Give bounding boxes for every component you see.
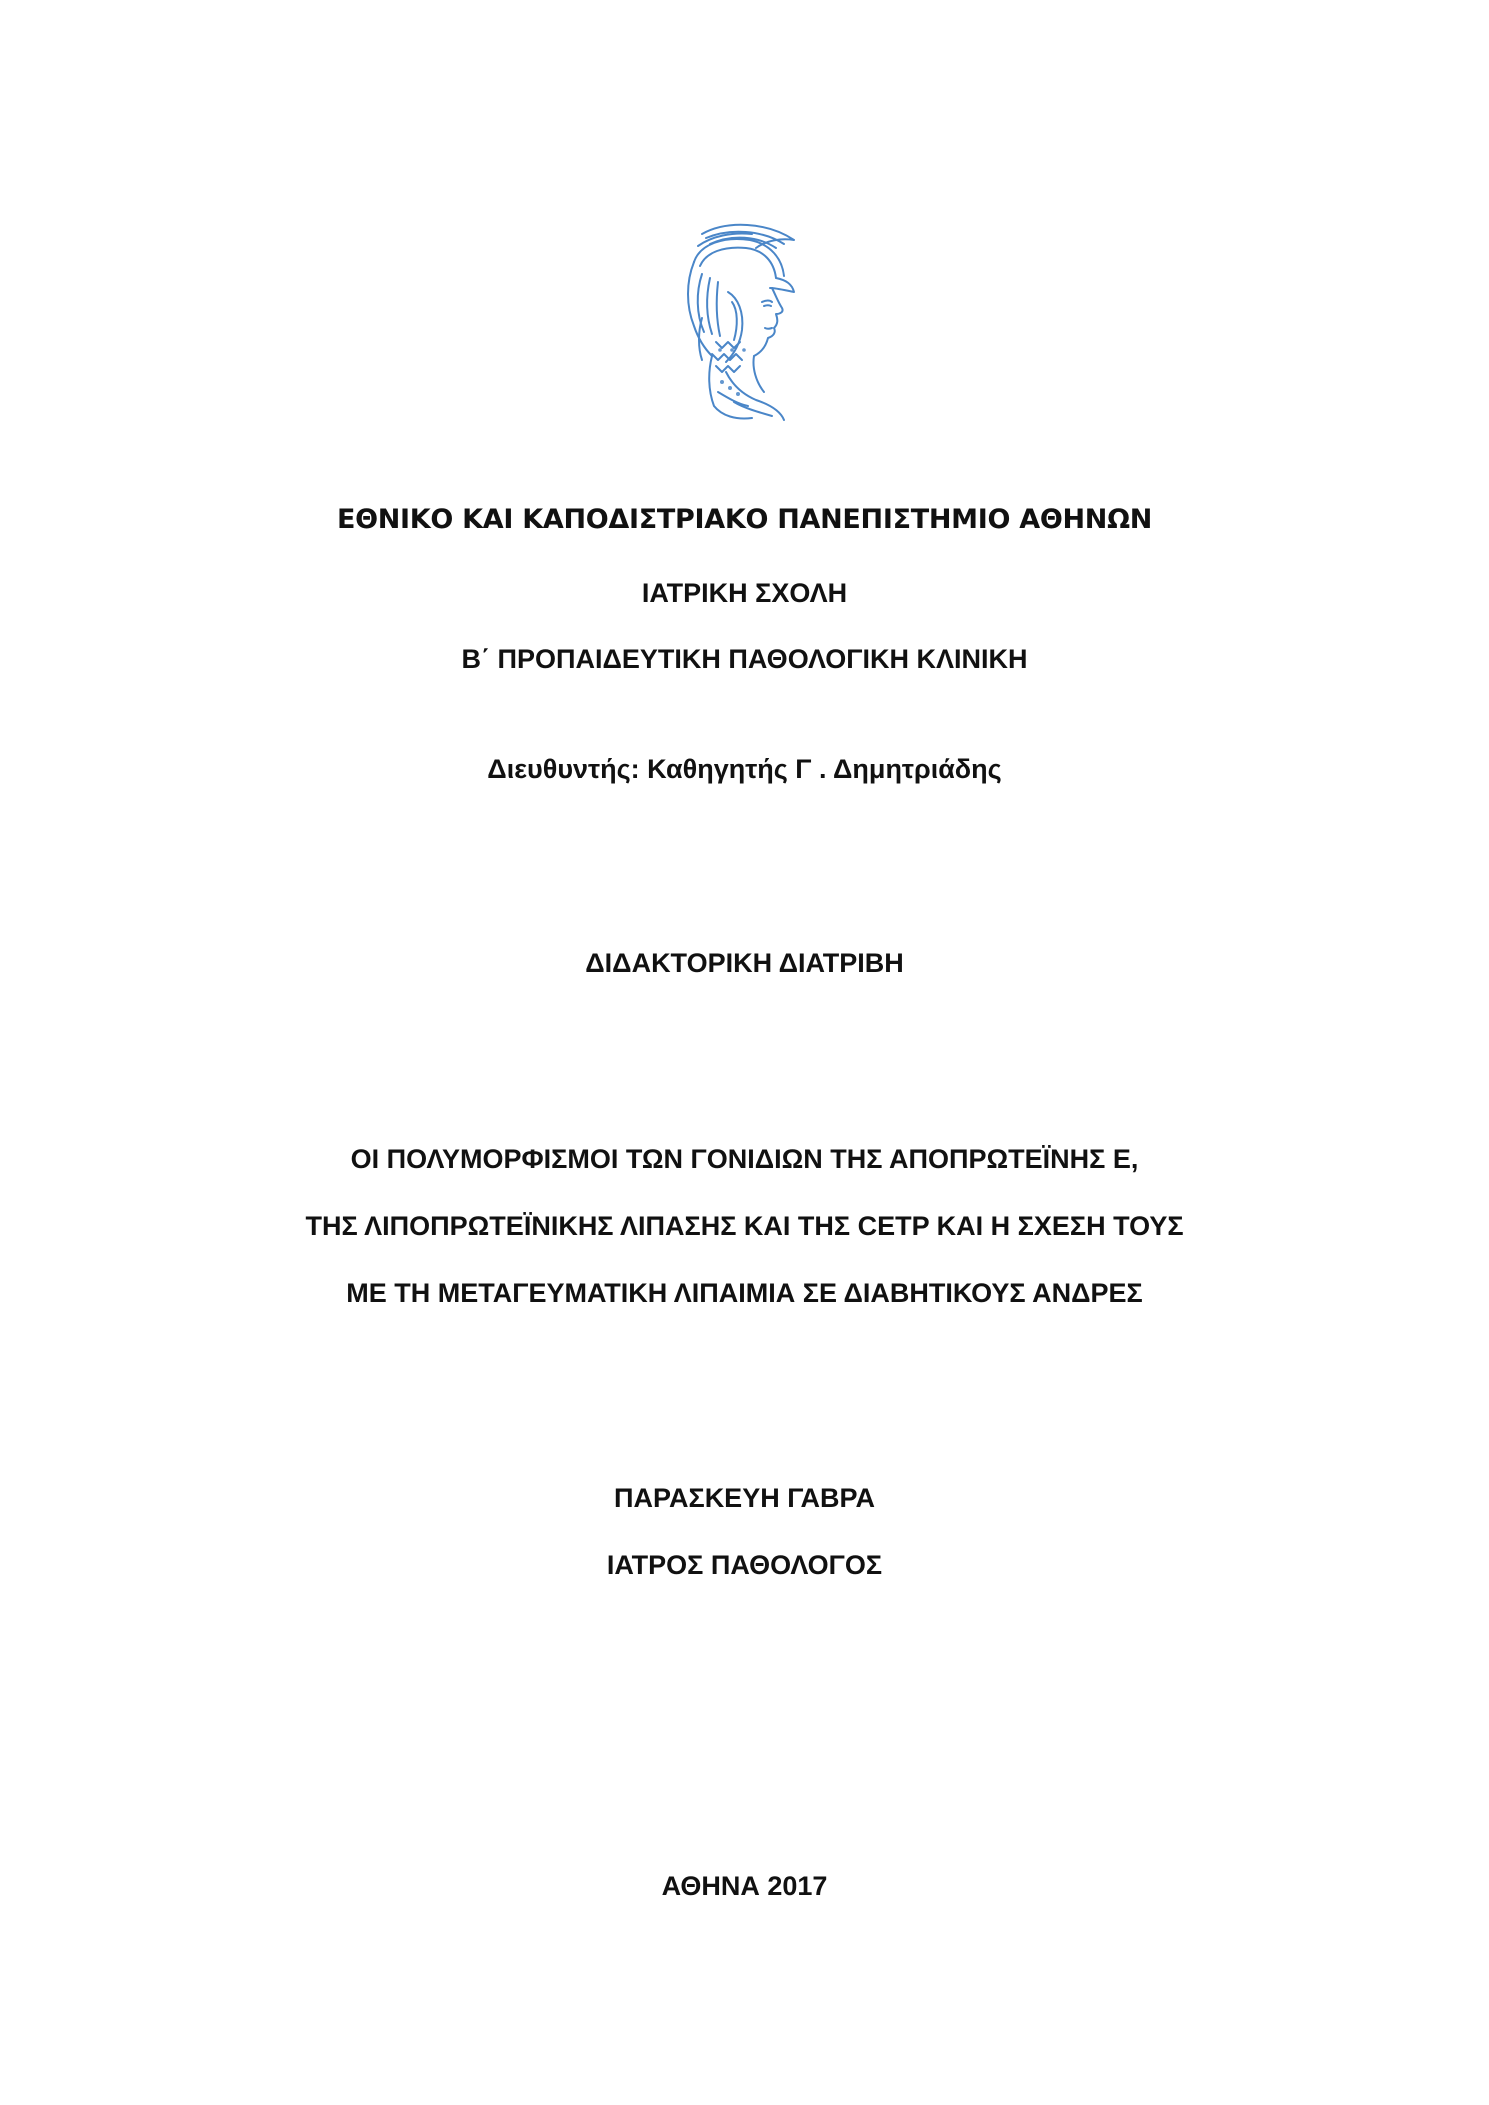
director-line: Διευθυντής: Καθηγητής Γ . Δημητριάδης bbox=[487, 754, 1002, 784]
author-profession: ΙΑΤΡΟΣ ΠΑΘΟΛΟΓΟΣ bbox=[606, 1550, 883, 1580]
university-name: ΕΘΝΙΚΟ ΚΑΙ ΚΑΠΟΔΙΣΤΡΙΑΚΟ ΠΑΝΕΠΙΣΤΗΜΙΟ ΑΘΗΝΩΝ bbox=[336, 504, 1153, 535]
thesis-title-line-1: ΟΙ ΠΟΛΥΜΟΡΦΙΣΜΟΙ ΤΩΝ ΓΟΝΙΔΙΩΝ ΤΗΣ ΑΠΟΠΡΩΤΕΪΝΗΣ Ε, bbox=[350, 1144, 1139, 1174]
school-name: ΙΑΤΡΙΚΗ ΣΧΟΛΗ bbox=[641, 578, 848, 608]
athena-head-icon bbox=[672, 222, 812, 424]
author-name: ΠΑΡΑΣΚΕΥΗ ΓΑΒΡΑ bbox=[613, 1483, 875, 1513]
clinic-name: Β΄ ΠΡΟΠΑΙΔΕΥΤΙΚΗ ΠΑΘΟΛΟΓΙΚΗ ΚΛΙΝΙΚΗ bbox=[461, 644, 1028, 674]
thesis-title-line-2: ΤΗΣ ΛΙΠΟΠΡΩΤΕΪΝΙΚΗΣ ΛΙΠΑΣΗΣ ΚΑΙ ΤΗΣ CETP ΚΑΙ Η ΣΧΕΣΗ ΤΟΥΣ bbox=[305, 1211, 1184, 1241]
document-type: ΔΙΔΑΚΤΟΡΙΚΗ ΔΙΑΤΡΙΒΗ bbox=[585, 948, 904, 978]
thesis-title-line-3: ΜΕ ΤΗ ΜΕΤΑΓΕΥΜΑΤΙΚΗ ΛΙΠΑΙΜΙΑ ΣΕ ΔΙΑΒΗΤΙΚΟΥΣ ΑΝΔΡΕΣ bbox=[346, 1278, 1143, 1308]
place-year: ΑΘΗΝΑ 2017 bbox=[661, 1871, 828, 1901]
